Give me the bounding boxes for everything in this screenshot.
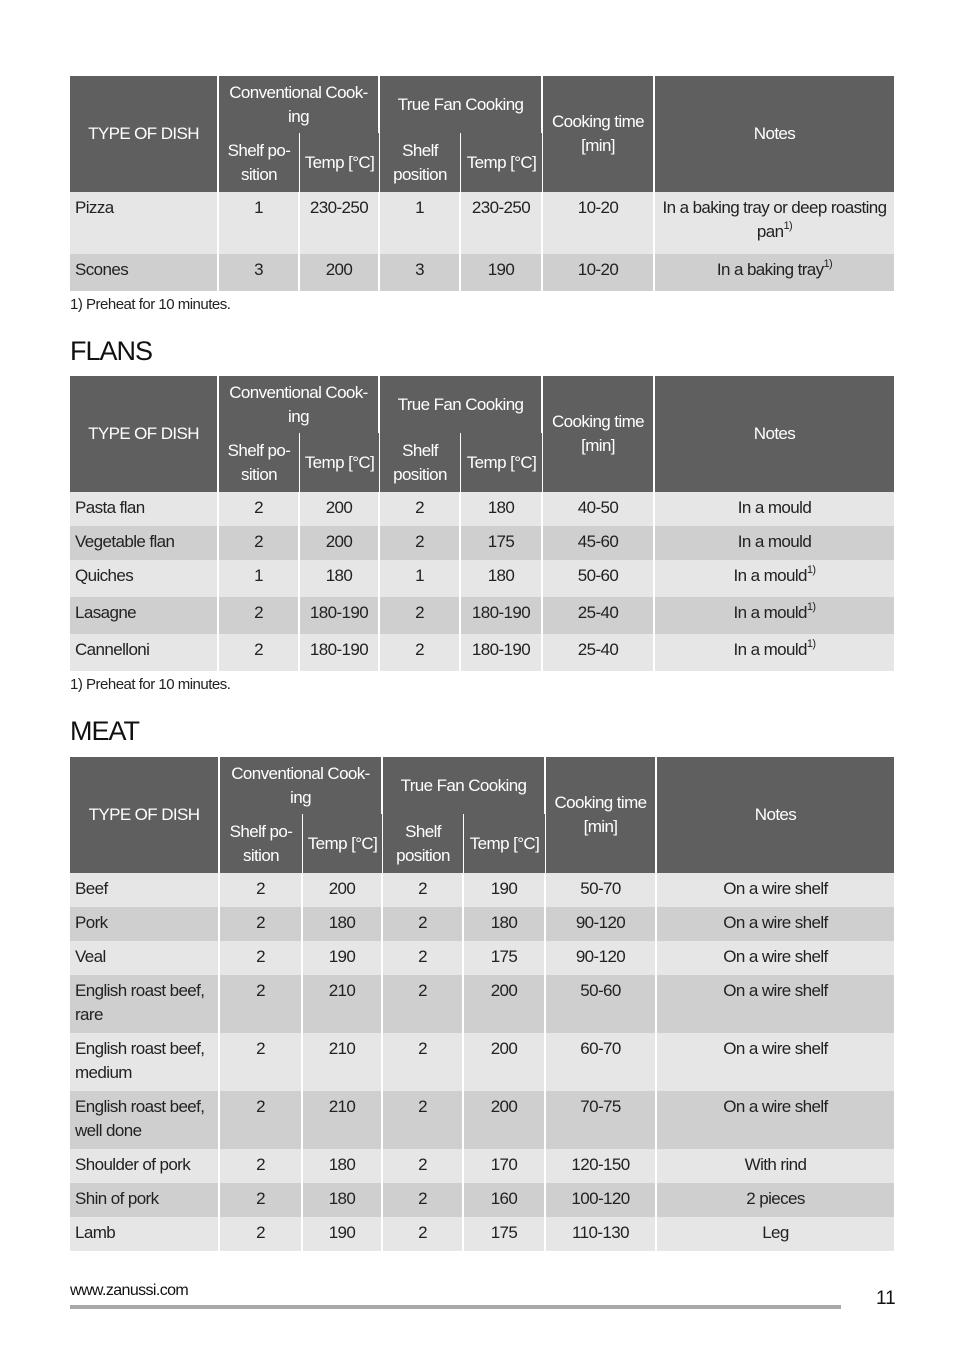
conventional-shelf-cell: 2 — [220, 1183, 303, 1217]
header-notes: Notes — [655, 76, 894, 192]
conventional-temp-cell: 190 — [303, 1217, 383, 1251]
section-heading-meat: MEAT — [70, 716, 139, 746]
fan-temp-cell: 170 — [464, 1149, 546, 1183]
cooking-time-cell: 70-75 — [546, 1091, 657, 1149]
conventional-temp-cell: 180 — [303, 1183, 383, 1217]
cooking-time-cell: 45-60 — [543, 526, 655, 560]
conventional-temp-cell: 210 — [303, 975, 383, 1033]
conventional-temp-cell: 210 — [303, 1033, 383, 1091]
fan-shelf-cell: 2 — [383, 873, 464, 907]
notes-cell: In a mould$^{1)}$ — [655, 560, 894, 597]
dish-cell: Pork — [70, 907, 220, 941]
cooking-time-cell: 40-50 — [543, 492, 655, 526]
table-row — [70, 526, 894, 560]
fan-shelf-cell: 2 — [383, 1149, 464, 1183]
conventional-shelf-cell: 2 — [220, 975, 303, 1033]
footnote-marker: 1) — [783, 220, 793, 233]
header-type-of-dish: TYPE OF DISH — [70, 757, 220, 873]
conventional-shelf-cell: 2 — [220, 873, 303, 907]
header-conventional-cooking: Conventional Cook-ing — [219, 376, 380, 433]
dish-cell: Scones — [70, 254, 219, 291]
conventional-temp-cell: 180 — [303, 1149, 383, 1183]
header-shelf-position-fan: Shelf position — [383, 814, 464, 873]
header-cooking-time: Cooking time [min] — [543, 376, 655, 492]
table-row — [70, 254, 894, 291]
section-heading-flans: FLANS — [70, 336, 153, 366]
notes-cell: On a wire shelf — [657, 873, 894, 907]
footnote-marker: 1) — [806, 564, 816, 577]
footnote-marker: 1) — [806, 638, 816, 651]
conventional-shelf-cell: 2 — [220, 941, 303, 975]
notes-cell: In a mould$^{1)}$ — [655, 597, 894, 634]
notes-cell: In a baking tray$^{1)}$ — [655, 254, 894, 291]
header-temp-conventional: Temp [°C] — [300, 433, 380, 492]
header-temp-fan: Temp [°C] — [461, 133, 543, 192]
header-shelf-position-conventional: Shelf po-sition — [219, 433, 300, 492]
header-true-fan-cooking: True Fan Cooking — [380, 376, 543, 433]
conventional-temp-cell: 200 — [300, 254, 380, 291]
footnote: 1) Preheat for 10 minutes. — [70, 676, 231, 693]
fan-shelf-cell: 2 — [383, 907, 464, 941]
conventional-shelf-cell: 2 — [220, 1091, 303, 1149]
conventional-shelf-cell: 3 — [219, 254, 300, 291]
cooking-time-cell: 50-60 — [543, 560, 655, 597]
header-conventional-cooking: Conventional Cook-ing — [220, 757, 383, 814]
cooking-time-cell: 100-120 — [546, 1183, 657, 1217]
fan-temp-cell: 200 — [464, 1091, 546, 1149]
fan-temp-cell: 180 — [461, 560, 543, 597]
header-temp-fan: Temp [°C] — [461, 433, 543, 492]
dish-cell: Lamb — [70, 1217, 220, 1251]
table-row — [70, 907, 894, 941]
meat-table — [70, 757, 894, 1251]
header-true-fan-cooking: True Fan Cooking — [383, 757, 546, 814]
header-temp-fan: Temp [°C] — [464, 814, 546, 873]
fan-shelf-cell: 2 — [383, 1033, 464, 1091]
notes-cell: In a baking tray or deep roasting pan$^{1)}$ — [655, 192, 894, 254]
fan-temp-cell: 230-250 — [461, 192, 543, 254]
fan-shelf-cell: 1 — [380, 192, 461, 254]
conventional-temp-cell: 180 — [303, 907, 383, 941]
header-type-of-dish: TYPE OF DISH — [70, 376, 219, 492]
flans-table — [70, 376, 894, 671]
fan-temp-cell: 190 — [464, 873, 546, 907]
fan-temp-cell: 175 — [461, 526, 543, 560]
cooking-time-cell: 120-150 — [546, 1149, 657, 1183]
header-cooking-time: Cooking time [min] — [546, 757, 657, 873]
conventional-temp-cell: 190 — [303, 941, 383, 975]
table-row — [70, 941, 894, 975]
notes-cell: With rind — [657, 1149, 894, 1183]
cooking-time-cell: 25-40 — [543, 597, 655, 634]
conventional-temp-cell: 200 — [303, 873, 383, 907]
conventional-temp-cell: 210 — [303, 1091, 383, 1149]
page-number: 11 — [876, 1288, 896, 1309]
footnote: 1) Preheat for 10 minutes. — [70, 296, 231, 313]
conventional-shelf-cell: 2 — [219, 634, 300, 671]
cooking-time-cell: 25-40 — [543, 634, 655, 671]
notes-cell: On a wire shelf — [657, 1091, 894, 1149]
dish-cell: Beef — [70, 873, 220, 907]
fan-temp-cell: 160 — [464, 1183, 546, 1217]
table-row — [70, 1217, 894, 1251]
table-row — [70, 873, 894, 907]
fan-shelf-cell: 2 — [383, 941, 464, 975]
footer-url[interactable]: www.zanussi.com — [70, 1282, 189, 1299]
table-row — [70, 492, 894, 526]
fan-temp-cell: 200 — [464, 975, 546, 1033]
cooking-time-cell: 10-20 — [543, 254, 655, 291]
table-row — [70, 1149, 894, 1183]
cooking-time-cell: 60-70 — [546, 1033, 657, 1091]
header-conventional-cooking: Conventional Cook-ing — [219, 76, 380, 133]
header-shelf-position-conventional: Shelf po-sition — [220, 814, 303, 873]
header-shelf-position-fan: Shelf position — [380, 133, 461, 192]
fan-temp-cell: 175 — [464, 1217, 546, 1251]
dish-cell: Lasagne — [70, 597, 219, 634]
table-row — [70, 597, 894, 634]
footnote-marker: 1) — [823, 258, 833, 271]
cooking-time-cell: 50-70 — [546, 873, 657, 907]
header-temp-conventional: Temp [°C] — [300, 133, 380, 192]
table-row — [70, 975, 894, 1033]
fan-shelf-cell: 2 — [383, 1217, 464, 1251]
dish-cell: Veal — [70, 941, 220, 975]
table-row — [70, 192, 894, 254]
dish-cell: Pasta flan — [70, 492, 219, 526]
header-cooking-time: Cooking time [min] — [543, 76, 655, 192]
notes-cell: On a wire shelf — [657, 1033, 894, 1091]
conventional-shelf-cell: 2 — [219, 597, 300, 634]
cooking-time-cell: 50-60 — [546, 975, 657, 1033]
notes-cell: On a wire shelf — [657, 975, 894, 1033]
table-row — [70, 1033, 894, 1091]
fan-temp-cell: 200 — [464, 1033, 546, 1091]
notes-cell: On a wire shelf — [657, 907, 894, 941]
conventional-temp-cell: 200 — [300, 526, 380, 560]
notes-cell: In a mould — [655, 492, 894, 526]
fan-temp-cell: 190 — [461, 254, 543, 291]
conventional-shelf-cell: 2 — [219, 526, 300, 560]
notes-cell: On a wire shelf — [657, 941, 894, 975]
conventional-shelf-cell: 1 — [219, 192, 300, 254]
table-row — [70, 1091, 894, 1149]
conventional-shelf-cell: 2 — [220, 1149, 303, 1183]
fan-shelf-cell: 3 — [380, 254, 461, 291]
footer-divider — [70, 1305, 841, 1309]
notes-cell: In a mould$^{1)}$ — [655, 634, 894, 671]
dish-cell: English roast beef, medium — [70, 1033, 220, 1091]
conventional-shelf-cell: 2 — [220, 1217, 303, 1251]
dish-cell: English roast beef, rare — [70, 975, 220, 1033]
table-row — [70, 634, 894, 671]
fan-shelf-cell: 2 — [383, 1091, 464, 1149]
table-row — [70, 560, 894, 597]
dish-cell: Cannelloni — [70, 634, 219, 671]
header-type-of-dish: TYPE OF DISH — [70, 76, 219, 192]
fan-shelf-cell: 2 — [380, 634, 461, 671]
fan-shelf-cell: 1 — [380, 560, 461, 597]
cooking-time-cell: 110-130 — [546, 1217, 657, 1251]
dish-cell: Shoulder of pork — [70, 1149, 220, 1183]
dish-cell: Quiches — [70, 560, 219, 597]
footnote-marker: 1) — [806, 601, 816, 614]
table-row — [70, 1183, 894, 1217]
notes-cell: Leg — [657, 1217, 894, 1251]
conventional-shelf-cell: 2 — [219, 492, 300, 526]
dish-cell: English roast beef, well done — [70, 1091, 220, 1149]
dish-cell: Pizza — [70, 192, 219, 254]
fan-shelf-cell: 2 — [383, 1183, 464, 1217]
fan-shelf-cell: 2 — [380, 492, 461, 526]
cooking-time-cell: 10-20 — [543, 192, 655, 254]
conventional-temp-cell: 180 — [300, 560, 380, 597]
conventional-temp-cell: 200 — [300, 492, 380, 526]
cooking-time-cell: 90-120 — [546, 907, 657, 941]
notes-cell: In a mould — [655, 526, 894, 560]
header-notes: Notes — [657, 757, 894, 873]
header-temp-conventional: Temp [°C] — [303, 814, 383, 873]
fan-shelf-cell: 2 — [380, 597, 461, 634]
dish-cell: Vegetable flan — [70, 526, 219, 560]
conventional-temp-cell: 180-190 — [300, 634, 380, 671]
pizza-table — [70, 76, 894, 291]
notes-cell: 2 pieces — [657, 1183, 894, 1217]
header-notes: Notes — [655, 376, 894, 492]
conventional-shelf-cell: 2 — [220, 907, 303, 941]
fan-shelf-cell: 2 — [380, 526, 461, 560]
header-shelf-position-conventional: Shelf po-sition — [219, 133, 300, 192]
fan-temp-cell: 180-190 — [461, 597, 543, 634]
conventional-shelf-cell: 2 — [220, 1033, 303, 1091]
header-true-fan-cooking: True Fan Cooking — [380, 76, 543, 133]
fan-temp-cell: 180-190 — [461, 634, 543, 671]
conventional-shelf-cell: 1 — [219, 560, 300, 597]
cooking-time-cell: 90-120 — [546, 941, 657, 975]
fan-temp-cell: 180 — [464, 907, 546, 941]
header-shelf-position-fan: Shelf position — [380, 433, 461, 492]
fan-shelf-cell: 2 — [383, 975, 464, 1033]
fan-temp-cell: 180 — [461, 492, 543, 526]
dish-cell: Shin of pork — [70, 1183, 220, 1217]
fan-temp-cell: 175 — [464, 941, 546, 975]
conventional-temp-cell: 180-190 — [300, 597, 380, 634]
conventional-temp-cell: 230-250 — [300, 192, 380, 254]
